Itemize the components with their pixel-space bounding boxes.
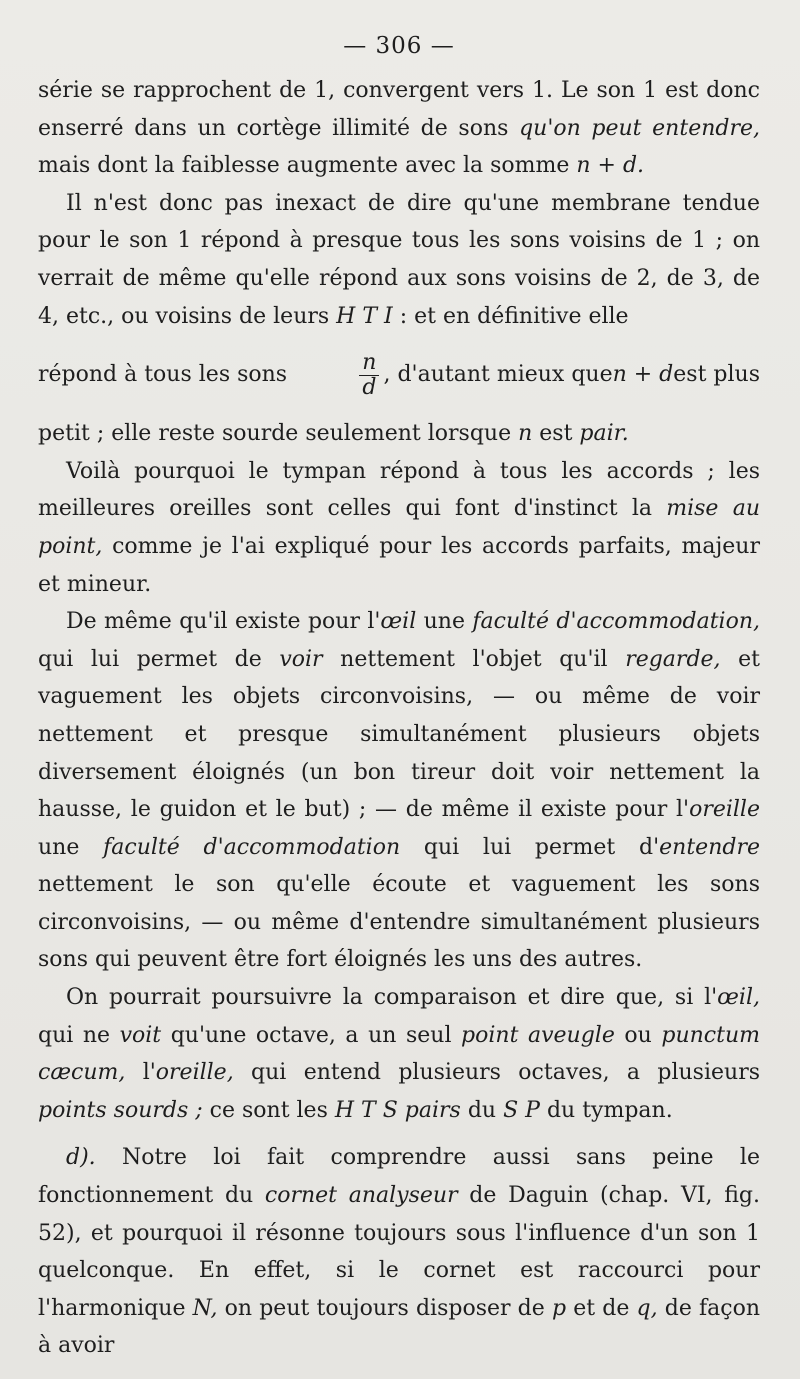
italic-text: qu'on peut entendre, bbox=[519, 115, 760, 141]
italic-text: mise au point, bbox=[38, 496, 760, 559]
italic-text: H T S pairs bbox=[334, 1097, 461, 1123]
paragraph-7 bbox=[38, 1139, 760, 1365]
italic-text: cornet analyseur bbox=[264, 1183, 458, 1209]
text: : et en définitive elle bbox=[392, 303, 629, 329]
text: et vaguement les objets circonvoisins, — ou même de voir nettement et presque simultanément plusieurs objets diversement éloignés (un bon tireur doit voir nettement la hausse, le guidon et le but) ; — de même il existe pour l' bbox=[38, 646, 760, 823]
text: du bbox=[460, 1097, 504, 1123]
text: mais dont la faiblesse augmente avec la somme bbox=[38, 153, 577, 179]
paragraph-6 bbox=[38, 979, 760, 1129]
text: et de bbox=[566, 1295, 637, 1321]
text: qu'une octave, a un seul bbox=[161, 1022, 462, 1048]
italic-text: H T I bbox=[336, 303, 393, 329]
italic-text: voir bbox=[279, 646, 323, 672]
text: nettement le son qu'elle écoute et vaguement les sons circonvoisins, — ou même d'entendre simultanément plusieurs sons qui peuvent être fort éloignés les uns des autres. bbox=[38, 872, 760, 973]
italic-text: q, bbox=[636, 1295, 658, 1321]
italic-text: œil, bbox=[717, 985, 760, 1011]
text: petit ; elle reste sourde seulement lorsque bbox=[38, 421, 519, 447]
text: qui entend plusieurs octaves, a plusieurs bbox=[233, 1060, 760, 1086]
text: qui ne bbox=[38, 1022, 120, 1048]
italic-text: points sourds ; bbox=[38, 1097, 203, 1123]
italic-text: voit bbox=[119, 1022, 162, 1048]
text: de façon à avoir bbox=[38, 1295, 760, 1359]
text: une bbox=[38, 834, 104, 860]
paragraph-4 bbox=[38, 453, 760, 603]
paragraph-2 bbox=[38, 185, 760, 335]
paragraph-5 bbox=[38, 603, 760, 979]
text: nettement l'objet qu'il bbox=[322, 646, 626, 672]
italic-text: faculté d'accommodation bbox=[103, 834, 401, 860]
text: comme je l'ai expliqué pour les accords parfaits, majeur et mineur. bbox=[38, 533, 760, 597]
italic-text: n + d. bbox=[576, 153, 645, 179]
italic-text: regarde, bbox=[625, 646, 721, 672]
paragraph-1 bbox=[38, 72, 760, 185]
text: On pourrait poursuivre la comparaison et dire que, si l' bbox=[66, 985, 718, 1011]
text: ce sont les bbox=[202, 1097, 335, 1123]
text: qui lui permet de bbox=[38, 646, 280, 672]
text: est bbox=[532, 421, 580, 447]
text: du tympan. bbox=[539, 1097, 673, 1123]
fraction-numerator: n bbox=[359, 351, 379, 376]
italic-text: oreille, bbox=[155, 1060, 234, 1086]
text: ou bbox=[614, 1022, 662, 1048]
italic-text: entendre bbox=[659, 834, 760, 860]
text: , d'autant mieux que bbox=[383, 362, 613, 388]
italic-text: d). bbox=[66, 1145, 96, 1171]
italic-text: p bbox=[551, 1295, 567, 1321]
text: Il n'est donc pas inexact de dire qu'une membrane tendue pour le son 1 répond à presque tous les sons voisins de 1 ; on verrait de même qu'elle répond aux sons voisins de 2, de 3, de 4, etc., ou voisins de leurs bbox=[38, 190, 760, 329]
text: de Daguin (chap. VI, fig. 52), et pourquoi il résonne toujours sous l'influence d'un son 1 quelconque. En effet, si le cornet est raccourci pour l'harmonique bbox=[38, 1183, 760, 1321]
italic-text: S P bbox=[503, 1097, 540, 1123]
text: l' bbox=[125, 1060, 156, 1086]
text: répond à tous les sons bbox=[38, 362, 288, 388]
italic-text: œil bbox=[380, 609, 417, 635]
text: De même qu'il existe pour l' bbox=[66, 609, 381, 635]
text: une bbox=[416, 609, 473, 635]
italic-text: point aveugle bbox=[461, 1022, 615, 1048]
fraction-denominator: d bbox=[362, 374, 377, 400]
text: Notre loi fait comprendre aussi sans peine le fonctionnement du bbox=[38, 1145, 760, 1209]
italic-text: faculté d'accommodation, bbox=[472, 609, 760, 635]
italic-text: N, bbox=[192, 1295, 218, 1321]
text: on peut toujours disposer de bbox=[217, 1295, 552, 1321]
text: série se rapprochent de 1, convergent vers 1. Le son 1 est donc enserré dans un cortège illimité de sons bbox=[38, 78, 760, 141]
italic-text: n bbox=[518, 421, 533, 447]
paragraph-gap bbox=[38, 1129, 760, 1139]
page-number: — 306 — bbox=[343, 33, 455, 59]
fraction-n-over-d bbox=[359, 351, 379, 400]
italic-text: punctum cæcum, bbox=[38, 1022, 760, 1086]
paragraph-3 bbox=[38, 415, 760, 453]
fraction-line bbox=[38, 335, 760, 415]
text: qui lui permet d' bbox=[400, 834, 660, 860]
italic-text: oreille bbox=[689, 797, 760, 823]
text: Voilà pourquoi le tympan répond à tous les accords ; les meilleures oreilles sont celles qui font d'instinct la bbox=[38, 458, 760, 522]
italic-text: pair. bbox=[579, 421, 629, 447]
text: est plus bbox=[673, 362, 760, 388]
italic-text: n + d bbox=[612, 362, 674, 388]
